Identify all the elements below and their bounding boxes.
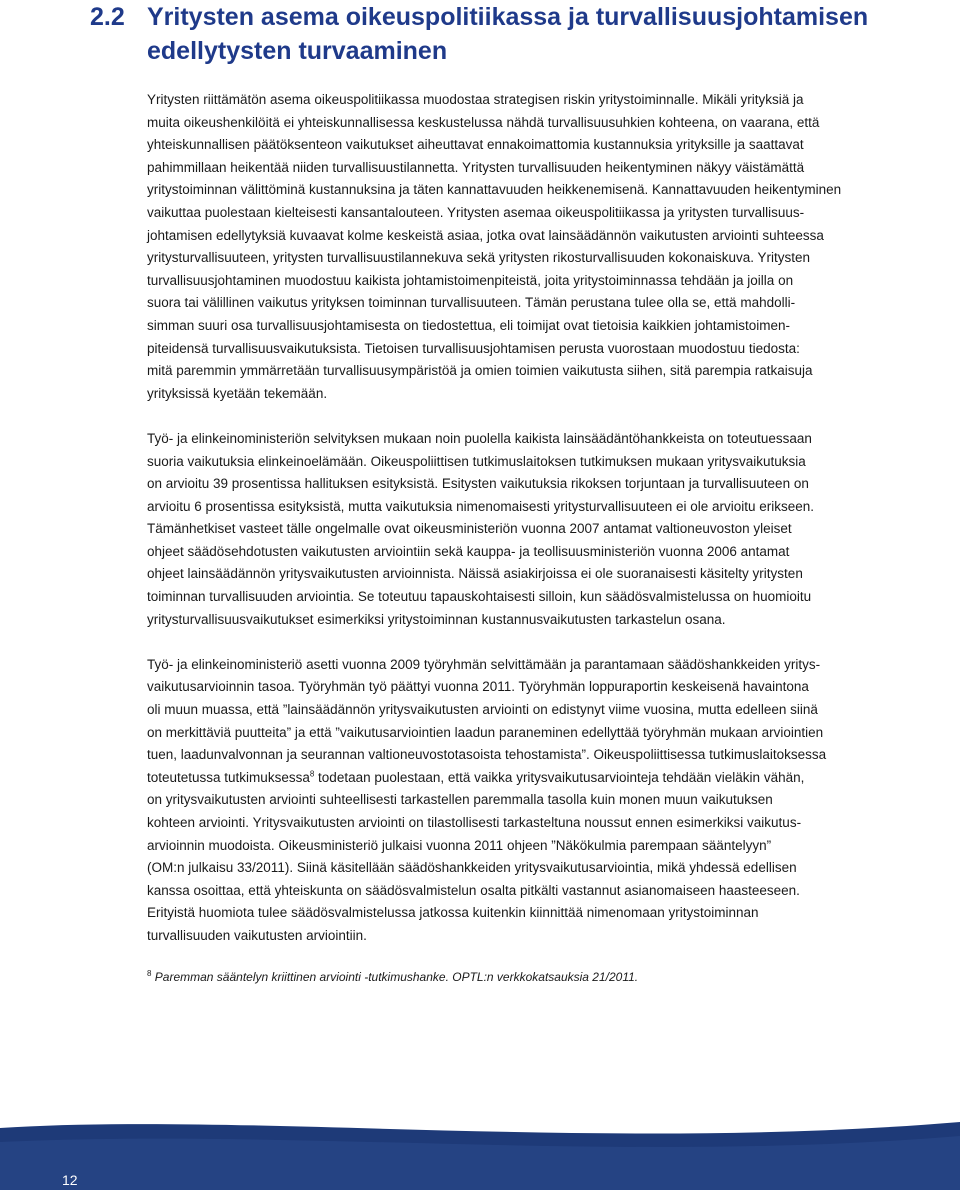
footnote-text: Paremman sääntelyn kriittinen arviointi -tutkimushanke. OPTL:n verkkokatsauksia 21/2011. (151, 969, 639, 984)
paragraph-line: oli muun muassa, että ”lainsäädännön yritysvaikutusten arviointi on edistynyt viime vuosina, mutta edelleen siinä (147, 702, 818, 718)
footnote-reference[interactable]: 8 (309, 769, 315, 779)
paragraph-line: kanssa osoittaa, että yhteiskunta on säädösvalmistelun osalta pitkälti vastannut asianomaiseen haasteeseen. (147, 882, 800, 898)
paragraph-line: ohjeet lainsäädännön yritysvaikutusten arvioinnista. Näissä asiakirjoissa ei ole suoranaisesti käsitelty yritysten (147, 566, 803, 582)
paragraph-line: vaikutusarvioinnin tasoa. Työryhmän työ päättyi vuonna 2011. Työryhmän loppuraportin keskeisenä havaintona (147, 679, 809, 695)
paragraph-line: on yritysvaikutusten arviointi suhteellisesti tarkastellen paremmalla tasolla kuin monen muun vaikutuksen (147, 792, 773, 808)
footer-wave-graphic (0, 1118, 960, 1190)
body-text (147, 89, 867, 986)
paragraph-line: mitä paremmin ymmärretään turvallisuusympäristöä ja omien toimien vaikutusta siihen, sitä parempia ratkaisuja (147, 363, 813, 379)
paragraph-line: pahimmillaan heikentää niiden turvallisuustilannetta. Yritysten turvallisuuden heikentyminen näkyy väistämättä (147, 159, 805, 175)
paragraph-line: arvioitu 6 prosentissa esityksistä, mutta vaikutuksia nimenomaisesti yritysturvallisuuteen ei ole arvioitu erikseen. (147, 498, 815, 514)
paragraph-line: Yritysten riittämätön asema oikeuspolitiikassa muodostaa strategisen riskin yritystoiminnalle. Mikäli yrityksiä ja (147, 92, 804, 107)
paragraph-line: muita oikeushenkilöitä ei yhteiskunnallisessa keskustelussa nähdä turvallisuusuhkien kohteena, on vaarana, että (147, 114, 820, 130)
paragraph-line: piteidensä turvallisuusvaikutuksista. Tietoisen turvallisuusjohtamisen perusta vuorostaan muodostuu tiedosta: (147, 340, 800, 356)
footnote-mark: 8 (147, 968, 152, 978)
paragraph-line: kohteen arviointi. Yritysvaikutusten arviointi on tilastollisesti tarkasteltuna noussut ennen esimerkiksi vaikutus- (147, 815, 802, 830)
footnote (147, 968, 867, 986)
paragraph-line: Tämänhetkiset vasteet tälle ongelmalle ovat oikeusministeriön vuonna 2007 antamat valtioneuvoston yleiset (147, 521, 792, 537)
paragraph-line: turvallisuusjohtaminen muodostuu kaikista johtamistoimenpiteistä, joita yritystoiminnassa tehdään ja joilla on (147, 272, 794, 288)
paragraph-line: yritysturvallisuusvaikutukset esimerkiksi yritystoiminnan kustannusvaikutusten tarkastelun osana. (147, 611, 726, 627)
paragraph-line: (OM:n julkaisu 33/2011). Siinä käsitellään säädöshankkeiden yritysvaikutusarviointia, mikä yhdessä edellisen (147, 860, 797, 876)
paragraph-line: tuen, laadunvalvonnan ja seurannan valtioneuvostotasoista tehostamista”. Oikeuspoliittisessa tutkimuslaitoksessa (147, 747, 827, 763)
section-title: Yritysten asema oikeuspolitiikassa ja turvallisuusjohtamisen edellytysten turvaaminen (147, 3, 869, 65)
paragraph-line: yrityksissä kyetään tekemään. (147, 385, 328, 401)
section-number: 2.2 (90, 3, 125, 31)
paragraph-line: simman suuri osa turvallisuusjohtamisesta on tiedostettua, eli toimijat ovat tietoisia kaikkien johtamistoimen- (147, 317, 791, 333)
page-number: 12 (62, 1172, 78, 1188)
footer-band (0, 1118, 960, 1190)
paragraph-line: Työ- ja elinkeinoministeriön selvityksen mukaan noin puolella kaikista lainsäädäntöhankkeista on toteutuessaan (147, 430, 812, 446)
paragraph-1 (147, 89, 867, 405)
paragraph-line: on arvioitu 39 prosentissa hallituksen esityksistä. Esitysten vaikutuksia rikoksen torjuntaan ja turvallisuuteen on (147, 476, 809, 492)
paragraph-line: turvallisuuden vaikutusten arviointiin. (147, 927, 367, 943)
paragraph-line: vaikuttaa puolestaan kielteisesti kansantalouteen. Yritysten asemaa oikeuspolitiikassa ja yritysten turvallisuus- (147, 204, 805, 220)
paragraph-line: Työ- ja elinkeinoministeriö asetti vuonna 2009 työryhmän selvittämään ja parantamaan säädöshankkeiden yritys- (147, 656, 821, 672)
paragraph-line: suoria vaikutuksia elinkeinoelämään. Oikeuspoliittisen tutkimuslaitoksen tutkimuksen mukaan yritysvaikutuksia (147, 453, 806, 469)
paragraph-line: arvioinnin muodoista. Oikeusministeriö julkaisi vuonna 2011 ohjeen ”Näkökulmia parempaan sääntelyyn” (147, 837, 772, 853)
paragraph-line: on merkittäviä puutteita” ja että ”vaikutusarviointien laadun paraneminen edellyttää työryhmän mukaan arviointien (147, 724, 824, 740)
paragraph-line: toteutetussa tutkimuksessa$^8$ todetaan puolestaan, että vaikka yritysvaikutusarviointeja tehdään vieläkin vähän, (147, 769, 805, 785)
paragraph-3 (147, 654, 867, 948)
paragraph-line: johtamisen edellytyksiä kuvaavat kolme keskeistä asiaa, jotka ovat lainsäädännön vaikutusten arviointi suhteessa (147, 227, 824, 243)
paragraph-2 (147, 428, 867, 631)
paragraph-line: ohjeet säädösehdotusten vaikutusten arviointiin sekä kauppa- ja teollisuusministeriön vuonna 2006 antamat (147, 543, 790, 559)
paragraph-line: yhteiskunnallisen päätöksenteon vaikutukset aiheuttavat ennakoimattomia kustannuksia yrityksille ja saattavat (147, 137, 804, 153)
paragraph-line: suora tai välillinen vaikutus yrityksen toiminnan turvallisuuteen. Tämän perustana tulee olla se, että mahdolli- (147, 295, 796, 311)
paragraph-line: toiminnan turvallisuuden arviointia. Se toteutuu tapauskohtaisesti silloin, kun säädösvalmistelussa on huomioitu (147, 589, 812, 605)
paragraph-line: Erityistä huomiota tulee säädösvalmistelussa jatkossa kuitenkin kiinnittää nimenomaan yritystoiminnan (147, 905, 759, 921)
paragraph-line: yritystoiminnan välittöminä kustannuksina ja täten kannattavuuden heikkenemisenä. Kannattavuuden heikentyminen (147, 182, 842, 198)
paragraph-line: yritysturvallisuuteen, yritysten turvallisuustilannekuva sekä yritysten rikosturvallisuuden kokonaiskuva. Yritysten (147, 250, 811, 266)
